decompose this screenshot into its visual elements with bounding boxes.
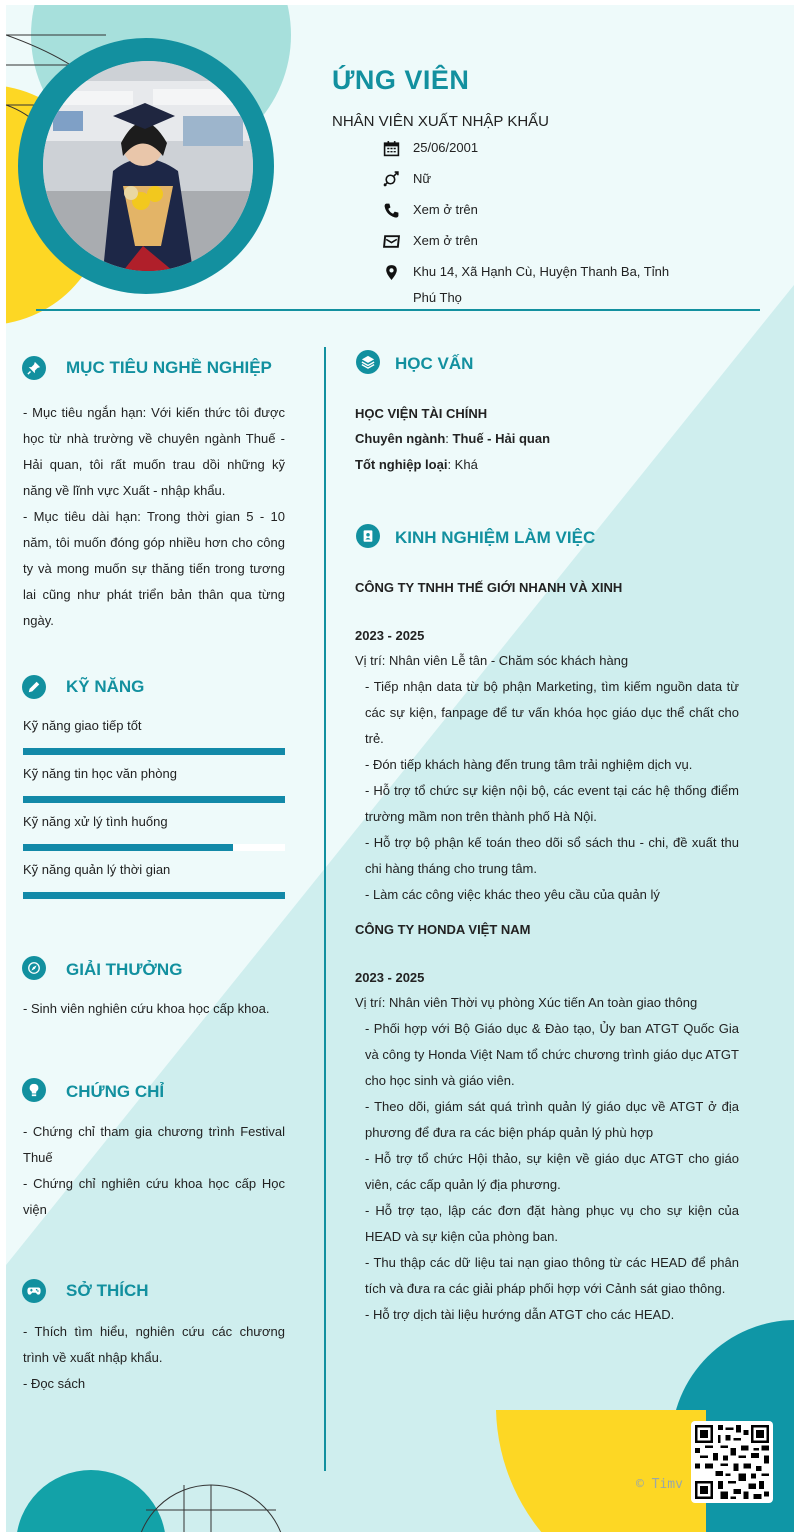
company-name: CÔNG TY HONDA VIỆT NAM — [355, 922, 531, 937]
skill-item: Kỹ năng giao tiếp tốt — [23, 716, 285, 755]
objective-long: - Mục tiêu dài hạn: Trong thời gian 5 - 10 năm, tôi muốn đóng góp nhiều hơn cho công ty và mong muốn sự thăng tiến trong tương lai cũng như phát triển bản thân qua từng ngày. — [23, 509, 285, 628]
job-task: - Theo dõi, giám sát quá trình quản lý giáo dục về ATGT ở địa phương để đưa ra các biện pháp quản lý phù hợp — [365, 1099, 739, 1140]
job-role: Vị trí: Nhân viên Thời vụ phòng Xúc tiến An toàn giao thông — [355, 995, 698, 1010]
cv-page — [6, 5, 794, 1532]
hobby-item: - Đọc sách — [23, 1376, 86, 1391]
job-task: - Làm các công việc khác theo yêu cầu của quản lý — [365, 887, 660, 902]
layers-icon — [356, 350, 380, 374]
skill-bar — [23, 748, 285, 755]
job-task: - Hỗ trợ tạo, lập các đơn đặt hàng phục vụ cho sự kiện của HEAD và sự kiện của phòng ban. — [365, 1203, 739, 1244]
skill-bar — [23, 844, 285, 851]
skill-item: Kỹ năng xử lý tình huống — [23, 812, 285, 851]
gender-icon — [380, 166, 402, 192]
pin-icon — [22, 356, 46, 380]
contact-gender: Nữ — [380, 166, 700, 192]
experience-title: KINH NGHIỆM LÀM VIỆC — [395, 528, 596, 547]
contact-address: Khu 14, Xã Hạnh Cù, Huyện Thanh Ba, Tỉnh Phú Thọ — [380, 259, 700, 311]
skill-item: Kỹ năng tin học văn phòng — [23, 764, 285, 803]
school-name: HỌC VIỆN TÀI CHÍNH — [355, 406, 488, 421]
header-divider — [36, 309, 760, 311]
awards-title: GIẢI THƯỞNG — [66, 960, 183, 979]
job-task: - Hỗ trợ dịch tài liệu hướng dẫn ATGT cho các HEAD. — [365, 1307, 675, 1322]
education-title: HỌC VẤN — [395, 354, 474, 373]
candidate-name: ỨNG VIÊN — [332, 65, 470, 95]
skills-title: KỸ NĂNG — [66, 677, 145, 696]
contact-birthdate: 25/06/2001 — [380, 135, 700, 161]
job-task: - Đón tiếp khách hàng đến trung tâm trải nghiệm dịch vụ. — [365, 757, 693, 772]
contact-email: Xem ở trên — [380, 228, 700, 254]
job-role: Vị trí: Nhân viên Lễ tân - Chăm sóc khách hàng — [355, 653, 629, 668]
compass-icon — [22, 956, 46, 980]
education-major: Chuyên ngành: Thuế - Hải quan — [355, 431, 551, 446]
award-item: - Sinh viên nghiên cứu khoa học cấp khoa. — [23, 1001, 270, 1016]
watermark: © Timv — [636, 1477, 683, 1492]
job-period: 2023 - 2025 — [355, 628, 425, 643]
location-icon — [380, 259, 402, 285]
certificate-item: - Chứng chỉ nghiên cứu khoa học cấp Học viện — [23, 1176, 285, 1217]
certificates-title: CHỨNG CHỈ — [66, 1082, 165, 1101]
lightbulb-icon — [22, 1078, 46, 1102]
job-task: - Hỗ trợ tổ chức Hội thảo, sự kiện về giáo dục ATGT cho giáo viên, các cấp quản lý địa phương. — [365, 1151, 739, 1192]
pencil-icon — [22, 675, 46, 699]
certificate-item: - Chứng chỉ tham gia chương trình Festival Thuế — [23, 1124, 285, 1165]
company-name: CÔNG TY TNHH THẾ GIỚI NHANH VÀ XINH — [355, 580, 623, 595]
hobby-item: - Thích tìm hiểu, nghiên cứu các chương trình về xuất nhập khẩu. — [23, 1324, 285, 1365]
skill-bar — [23, 796, 285, 803]
contact-phone: Xem ở trên — [380, 197, 700, 223]
calendar-icon — [380, 135, 402, 161]
job-title: NHÂN VIÊN XUẤT NHẬP KHẨU — [332, 113, 549, 130]
hobbies-title: SỞ THÍCH — [66, 1281, 149, 1300]
job-task: - Hỗ trợ tổ chức sự kiện nội bộ, các event tại các hệ thống điểm trường mầm non trên thành phố Hà Nội. — [365, 783, 739, 824]
column-divider — [324, 347, 326, 1471]
education-grade: Tốt nghiệp loại: Khá — [355, 457, 478, 472]
job-task: - Hỗ trợ bộ phận kế toán theo dõi sổ sách thu - chi, đề xuất thu chi hàng tháng cho trung tâm. — [365, 835, 739, 876]
job-task: - Tiếp nhận data từ bộ phận Marketing, tìm kiếm nguồn data từ các sự kiện, fanpage để tư vấn khóa học giáo dục thể chất cho trẻ. — [365, 679, 739, 746]
objective-title: MỤC TIÊU NGHỀ NGHIỆP — [66, 358, 272, 377]
avatar — [43, 61, 253, 271]
skill-item: Kỹ năng quản lý thời gian — [23, 860, 285, 899]
job-task: - Phối hợp với Bộ Giáo dục & Đào tạo, Ủy ban ATGT Quốc Gia và công ty Honda Việt Nam tổ chức chương trình giáo dục ATGT cho học sinh và giáo viên. — [365, 1021, 739, 1088]
email-icon — [380, 228, 402, 254]
gamepad-icon — [22, 1279, 46, 1303]
job-task: - Thu thập các dữ liệu tai nạn giao thông từ các HEAD để phân tích và đưa ra các giải pháp phối hợp với Cảnh sát giao thông. — [365, 1255, 739, 1296]
objective-short: - Mục tiêu ngắn hạn: Với kiến thức tôi được học từ nhà trường về chuyên ngành Thuế - Hải quan, tôi rất muốn trau dồi những kỹ năng về lĩnh vực Xuất - nhập khẩu. — [23, 405, 285, 498]
skill-bar — [23, 892, 285, 899]
phone-icon — [380, 197, 402, 223]
qr-code[interactable] — [691, 1421, 773, 1503]
id-card-icon — [356, 524, 380, 548]
job-period: 2023 - 2025 — [355, 970, 425, 985]
